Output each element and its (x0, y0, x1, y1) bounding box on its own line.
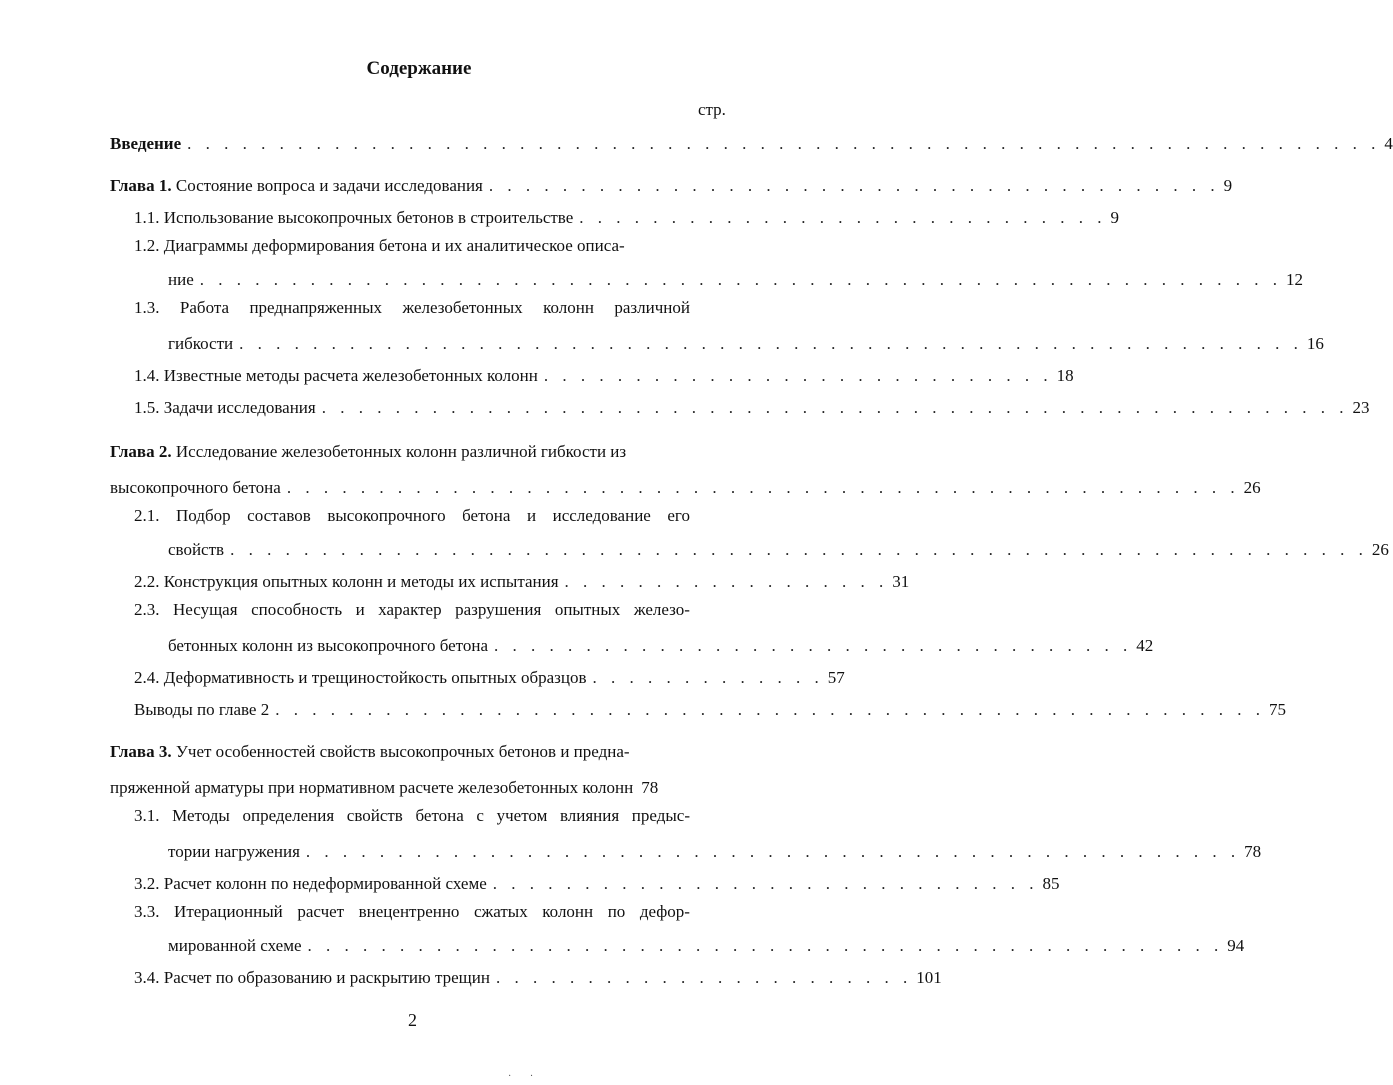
toc-entry-1-2-line1: 1.2. Диаграммы деформирования бетона и их аналитическое описа- (134, 236, 625, 255)
toc-entry-2-3-line1: 2.3. Несущая способность и характер разрушения опытных железо- (134, 600, 690, 619)
toc-entry-1-3-line1: 1.3. Работа преднапряженных железобетонных колонн различной (134, 298, 690, 317)
toc-entry-chapter-3-line1: Глава 3. Учет особенностей свойств высокопрочных бетонов и предна- (110, 742, 630, 761)
toc-entry-page: 4 (1384, 134, 1393, 153)
toc-entry-intro (110, 130, 1393, 154)
toc-entry-conclusions-2: Выводы по главе 2 . . . . . . . . . . . . . . . . . . . . . . . . . . . . . . . . . . . . . . . . . . . . . . . . . . . . . . 75 (134, 700, 1286, 719)
toc-entry-label: Введение (110, 134, 182, 153)
toc-entry-1-2: ние . . . . . . . . . . . . . . . . . . . . . . . . . . . . . . . . . . . . . . . . . . . . . . . . . . . . . . . . . . . 12 (168, 270, 1303, 289)
toc-entry-chapter-2-line1: Глава 2. Исследование железобетонных колонн различной гибкости из (110, 442, 627, 461)
toc-entry-2-3: бетонных колонн из высокопрочного бетона . . . . . . . . . . . . . . . . . . . . . . . . . . . . . . . . . . . 42 (168, 636, 1154, 655)
toc-entry-3-3: мированной схеме . . . . . . . . . . . . . . . . . . . . . . . . . . . . . . . . . . . . . . . . . . . . . . . . . . 94 (168, 936, 1245, 955)
toc-entry-1-5: 1.5. Задачи исследования . . . . . . . . . . . . . . . . . . . . . . . . . . . . . . . . . . . . . . . . . . . . . . . . . . . . . . . . 23 (134, 398, 1370, 417)
leader-dots: . . . . . . . . . . . . . . . . . . . . . . . . . . . . . . . . . . . . . . . . . . . . . . . . . . . . . . . . . . . . . . . . . (187, 134, 1381, 153)
toc-entry-3-2: 3.2. Расчет колонн по недеформированной схеме . . . . . . . . . . . . . . . . . . . . . . . . . . . . . . 85 (134, 874, 1060, 893)
toc-entry-1-3: гибкости . . . . . . . . . . . . . . . . . . . . . . . . . . . . . . . . . . . . . . . . . . . . . . . . . . . . . . . . . . 16 (168, 334, 1324, 353)
toc-entry-2-1-line1: 2.1. Подбор составов высокопрочного бетона и исследование его (134, 506, 690, 525)
page-number: 2 (408, 1010, 417, 1030)
toc-entry-2-1: свойств . . . . . . . . . . . . . . . . . . . . . . . . . . . . . . . . . . . . . . . . . . . . . . . . . . . . . . . . . . . . . . 26 (168, 540, 1389, 559)
toc-entry-2-2: 2.2. Конструкция опытных колонн и методы их испытания . . . . . . . . . . . . . . . . . . 31 (134, 572, 910, 591)
toc-entry-1-1: 1.1. Использование высокопрочных бетонов в строительстве . . . . . . . . . . . . . . . . . . . . . . . . . . . . . 9 (134, 208, 1120, 227)
toc-entry-3-4: 3.4. Расчет по образованию и раскрытию трещин . . . . . . . . . . . . . . . . . . . . . . . 101 (134, 968, 942, 987)
toc-entry-chapter-3: пряженной арматуры при нормативном расчете железобетонных колонн 78 (110, 778, 659, 797)
toc-entry-3-1-line1: 3.1. Методы определения свойств бетона с учетом влияния предыс- (134, 806, 690, 825)
page-column-label: стр. (698, 100, 726, 119)
toc-entry-chapter-1: Глава 1. Состояние вопроса и задачи исследования . . . . . . . . . . . . . . . . . . . . . . . . . . . . . . . . . . . . . . . . 9 (110, 176, 1233, 195)
toc-entry-3-1: тории нагружения . . . . . . . . . . . . . . . . . . . . . . . . . . . . . . . . . . . . . . . . . . . . . . . . . . . 78 (168, 842, 1262, 861)
scan-speck: · · (508, 1071, 542, 1082)
toc-title: Содержание (366, 58, 472, 79)
toc-entry-3-3-line1: 3.3. Итерационный расчет внецентренно сжатых колонн по дефор- (134, 902, 690, 921)
toc-entry-chapter-2: высокопрочного бетона . . . . . . . . . . . . . . . . . . . . . . . . . . . . . . . . . . . . . . . . . . . . . . . . . . . . 26 (110, 478, 1261, 497)
toc-entry-2-4: 2.4. Деформативность и трещиностойкость опытных образцов . . . . . . . . . . . . . 57 (134, 668, 845, 687)
toc-entry-1-4: 1.4. Известные методы расчета железобетонных колонн . . . . . . . . . . . . . . . . . . . . . . . . . . . . 18 (134, 366, 1074, 385)
